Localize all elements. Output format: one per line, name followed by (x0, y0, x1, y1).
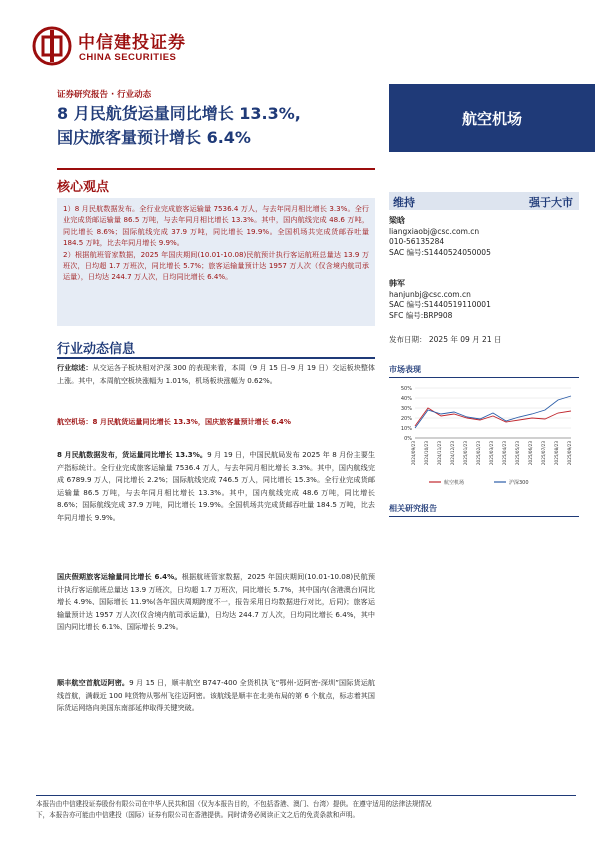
company-logo (32, 22, 252, 72)
y-tick-label: 20% (400, 416, 412, 422)
industry-dynamics-heading: 行业动态信息 (57, 342, 136, 357)
x-tick-label: 2025/04/23 (502, 441, 507, 466)
core-point-2: 2）根据航班管家数据，2025 年国庆期间(10.01-10.08)民航预计执行客运航班总量达 13.9 万班次，日均超 1.7 万班次，同比增长 5.7%；旅客运输量预计达 1957 万人次（仅含境内航司承运量），日均达 244.7 万人次，日均同比增长 6.4%。 (63, 249, 369, 282)
news-item-sf-label: 顺丰航空首航迈阿密。 (57, 678, 130, 687)
x-tick-label: 2025/08/23 (554, 441, 559, 466)
rating-value: 强于大市 (529, 196, 573, 209)
core-viewpoints-box (57, 198, 375, 326)
market-summary-label: 行业综述： (57, 363, 93, 372)
page-title (57, 102, 377, 150)
analyst-sac: SAC 编号:S1440519110001 (389, 300, 491, 309)
news-item-holiday-label: 国庆假期旅客运输量同比增长 6.4%。 (57, 572, 182, 581)
analyst-email: liangxiaobj@csc.com.cn (389, 226, 480, 236)
series-line-aviation (415, 408, 571, 426)
footer-disclaimer (36, 799, 595, 821)
x-tick-label: 2024/12/23 (450, 441, 455, 466)
analyst-sfc: SFC 编号:BRP908 (389, 310, 453, 320)
analyst-1 (389, 216, 579, 258)
analyst-name: 韩军 (389, 279, 405, 288)
market-performance-chart (389, 380, 579, 490)
news-item-holiday-text: 根据航班管家数据，2025 年国庆期间(10.01-10.08)民航预计执行客运航班总量达 13.9 万班次，日均超 1.7 万班次，同比增长 5.7%，其中国内(含港澳台)同比增长 4.9%、国际增长 11.9%(各年国庆周期跨度不一，报告采用日均数据进行对比，后同)；旅客运输量预计达 1957 万人次(仅含境内航司承运量)，日均达 244.7 万人次，日均同比增长 6.4%，其中国内同比增长 6.1%、国际增长 9.2%。 (57, 572, 375, 632)
x-tick-label: 2025/07/23 (541, 441, 546, 466)
core-point-1: 1）8 月民航数据发布。全行业完成旅客运输量 7536.4 万人，与去年同月相比增长 3.3%。全行业完成货邮运输量 86.5 万吨，与去年同月相比增长 13.3%。其中，国内航线完成 48.6 万吨，同比增长 8.6%；国际航线完成 37.9 万吨，同比增长 19.9%。全国机场共完成货邮吞吐量 184.5 万吨，比去年同月增长 9.9%。 (63, 204, 369, 248)
publish-date: 发布日期： 2025 年 09 月 21 日 (389, 335, 502, 344)
x-tick-label: 2025/01/23 (463, 441, 468, 466)
title-line-1: 8 月民航货运量同比增长 13.3%, (57, 104, 301, 123)
sub-section-heading: 航空机场：8 月民航货运量同比增长 13.3%，国庆旅客量预计增长 6.4% (57, 417, 291, 426)
x-tick-label: 2025/03/23 (489, 441, 494, 466)
x-tick-label: 2024/11/23 (437, 441, 442, 466)
news-item-cargo (57, 449, 375, 525)
footer-line-1: 本报告由中信建投证券股份有限公司在中华人民共和国（仅为本报告目的，不包括香港、澳门、台湾）提供。在遵守适用的法律法规情况 (36, 800, 432, 808)
y-tick-label: 50% (400, 386, 412, 392)
related-reports-heading: 相关研究报告 (389, 503, 579, 517)
footer-line-2: 下，本报告亦可能由中信建投（国际）证券有限公司在香港提供。同时请务必阅读正文之后的免责条款和声明。 (36, 811, 360, 819)
legend-label: 航空机场 (444, 480, 465, 486)
legend-label: 沪深300 (509, 480, 529, 486)
title-line-2: 国庆旅客量预计增长 6.4% (57, 128, 251, 147)
y-tick-label: 40% (400, 396, 412, 402)
logo-english-name: CHINA SECURITIES (79, 52, 177, 63)
market-summary-text: 从交运各子板块相对沪深 300 的表现来看，本周（9 月 15 日–9 月 19 日）交运板块整体上涨。其中，本周航空板块涨幅为 1.01%，机场板块涨幅为 0.62%。 (57, 363, 376, 385)
news-item-sf-airlines (57, 677, 375, 715)
footer-divider (36, 795, 576, 796)
x-tick-label: 2024/09/23 (411, 441, 416, 466)
analyst-phone: 010-56135284 (389, 237, 445, 246)
rating-action: 维持 (393, 196, 415, 209)
news-item-sf-text: 9 月 15 日，顺丰航空 B747-400 全货机执飞“鄂州-迈阿密-深圳”国际货运航线首航，满载近 100 吨货物从鄂州飞往迈阿密。该航线是顺丰在北美布局的第 6 个航点，标志着其国际货运网络向美国东南部延伸取得关键突破。 (57, 678, 375, 713)
analyst-email: hanjunbj@csc.com.cn (389, 289, 471, 299)
y-tick-label: 30% (400, 406, 412, 412)
series-line-csi300 (415, 396, 571, 428)
x-tick-label: 2024/10/23 (424, 441, 429, 466)
y-tick-label: 10% (400, 426, 412, 432)
sector-label: 航空机场 (389, 84, 595, 152)
analyst-2 (389, 279, 579, 321)
title-divider (57, 168, 375, 170)
breadcrumb: 证券研究报告 · 行业动态 (57, 90, 152, 100)
x-tick-label: 2025/02/23 (476, 441, 481, 466)
news-item-holiday (57, 571, 375, 634)
logo-chinese-name: 中信建投证券 (78, 33, 186, 53)
analyst-name: 梁晗 (389, 216, 405, 225)
industry-divider (57, 357, 375, 359)
news-item-cargo-label: 8 月民航数据发布，货运量同比增长 13.3%。 (57, 450, 208, 459)
x-tick-label: 2025/06/23 (528, 441, 533, 466)
x-tick-label: 2025/09/23 (567, 441, 572, 466)
core-viewpoints-heading: 核心观点 (57, 180, 110, 195)
rating-bar (389, 192, 579, 210)
y-tick-label: 0% (404, 436, 412, 442)
analyst-sac: SAC 编号:S1440524050005 (389, 247, 491, 257)
news-item-cargo-text: 9 月 19 日，中国民航局发布 2025 年 8 月份主要生产指标统计。全行业完成旅客运输量 7536.4 万人，与去年同月相比增长 3.3%。其中，国内航线完成 6789.9 万人，同比增长 2.2%；国际航线完成 746.5 万人，同比增长 15.3%。全行业完成货邮运输量 86.5 万吨，与去年同月相比增长 13.3%。其中，国内航线完成 48.6 万吨，同比增长 8.6%；国际航线完成 37.9 万吨，同比增长 19.9%。全国机场共完成货邮吞吐量 184.5 万吨，比去年同月增长 9.9%。 (57, 450, 376, 522)
market-performance-heading: 市场表现 (389, 364, 579, 378)
x-tick-label: 2025/05/23 (515, 441, 520, 466)
logo-emblem-icon (32, 26, 72, 66)
market-summary (57, 362, 375, 387)
